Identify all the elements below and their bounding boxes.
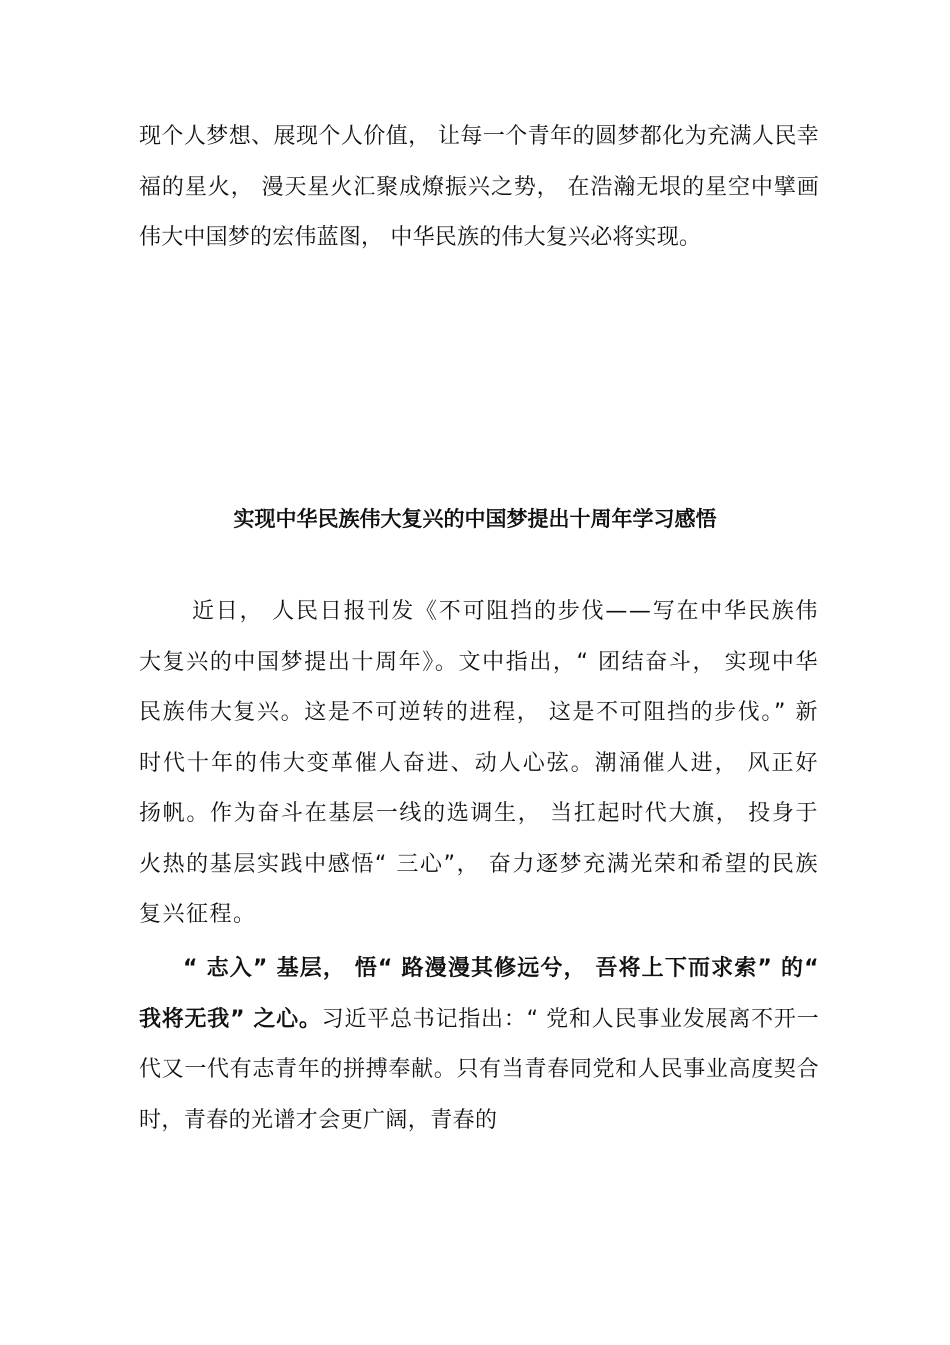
section-body: 习近平总书记指出：“ 党和人民事业发展离不开一代又一代有志青年的拼搏奉献。只有当青春同党和人民事业高度契合时，青春的光谱才会更广阔，青春的 — [139, 1006, 820, 1133]
continuation-paragraph: 现个人梦想、展现个人价值， 让每一个青年的圆梦都化为充满人民幸福的星火， 漫天星火汇聚成燎振兴之势， 在浩瀚无垠的星空中擘画伟大中国梦的宏伟蓝图， 中华民族的伟大复兴必将实现。 — [139, 124, 819, 250]
section-heading: “ 志入” 基层， 悟“ 路漫漫其修远兮， 吾将上下而求索” 的“ 我将无我” 之心。 — [139, 956, 819, 1032]
intro-paragraph: 近日， 人民日报刊发《不可阻挡的步伐——写在中华民族伟大复兴的中国梦提出十周年》。文中指出，“ 团结奋斗， 实现中华民族伟大复兴。这是不可逆转的进程， 这是不可阻挡的步伐。” 新时代十年的伟大变革催人奋进、动人心弦。潮涌催人进， 风正好扬帆。作为奋斗在基层一线的选调生， 当扛起时代大旗， 投身于火热的基层实践中感悟“ 三心”， 奋力逐梦充满光荣和希望的民族复兴征程。 — [139, 599, 819, 927]
section-paragraph — [139, 944, 819, 1146]
article-title: 实现中华民族伟大复兴的中国梦提出十周年学习感悟 — [233, 507, 717, 531]
